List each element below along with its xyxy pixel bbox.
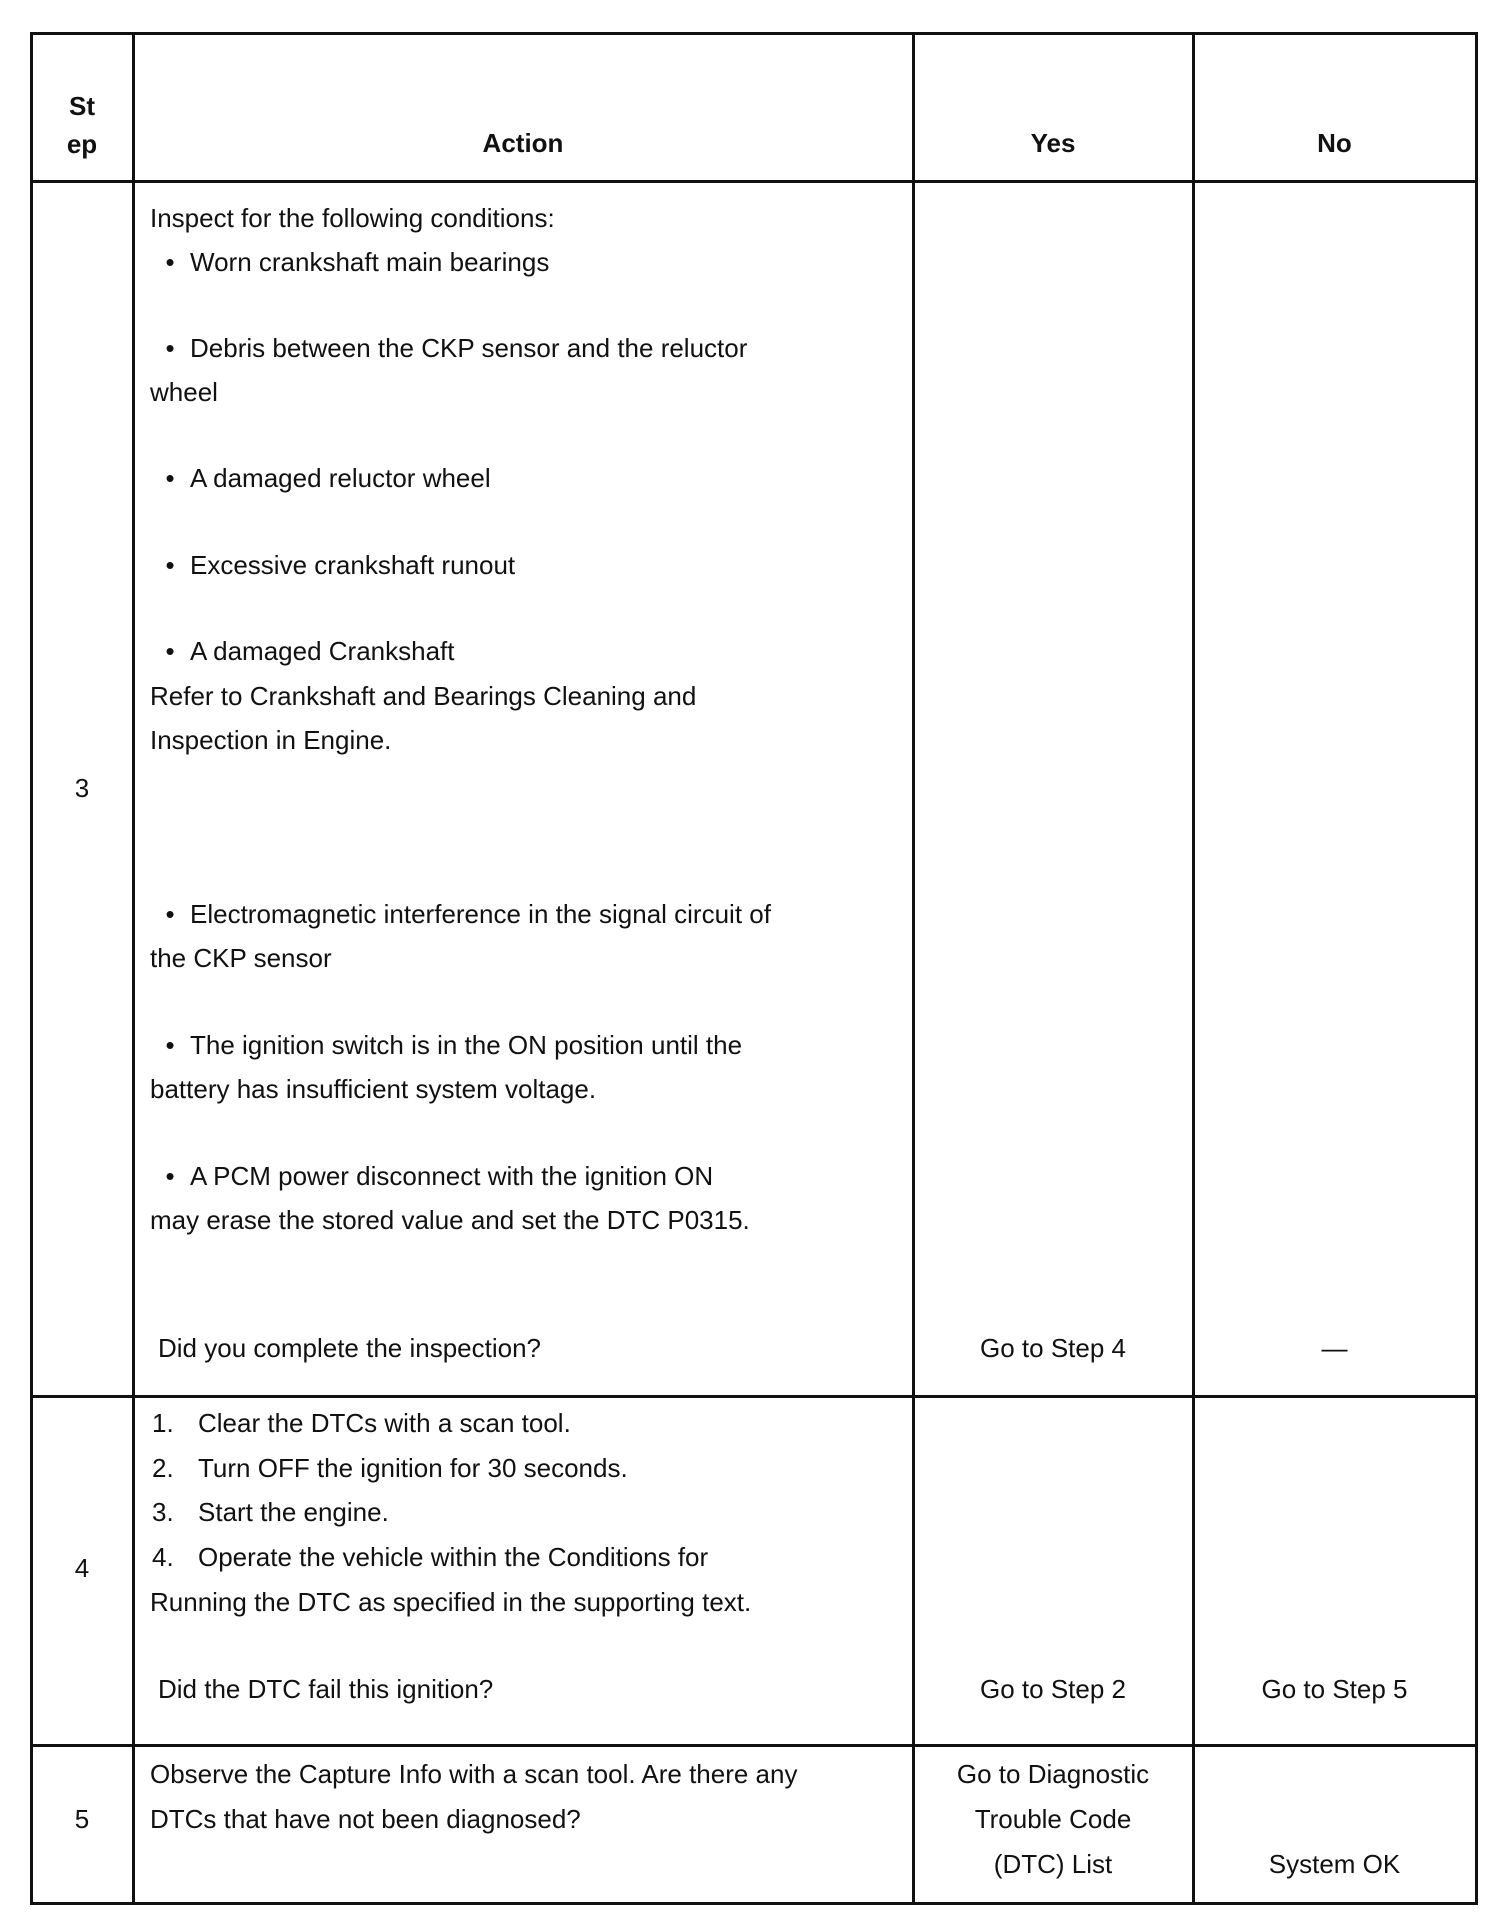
numbered-item: 4. Operate the vehicle within the Conditions for <box>152 1542 709 1572</box>
list-item: • A PCM power disconnect with the ignition ON <box>165 1161 714 1191</box>
row-divider <box>30 1395 1478 1398</box>
column-divider <box>132 32 135 1905</box>
action-intro: Inspect for the following conditions: <box>150 203 555 233</box>
action-text: Observe the Capture Info with a scan tool. Are there any <box>150 1759 798 1789</box>
list-item: • Debris between the CKP sensor and the reluctor <box>165 333 748 363</box>
list-item-continuation: wheel <box>150 377 218 407</box>
list-item: • Excessive crankshaft runout <box>165 550 516 580</box>
yes-answer: Trouble Code <box>974 1804 1132 1834</box>
list-item-continuation: may erase the stored value and set the DTC P0315. <box>150 1205 750 1235</box>
diagnostic-table <box>30 32 1478 1905</box>
action-text: DTCs that have not been diagnosed? <box>150 1804 581 1834</box>
column-divider <box>1475 32 1478 1905</box>
header-no: No <box>1317 128 1352 158</box>
column-divider <box>1192 32 1195 1905</box>
question: Did you complete the inspection? <box>158 1333 542 1363</box>
numbered-item: 2. Turn OFF the ignition for 30 seconds. <box>152 1453 628 1483</box>
list-item-continuation: the CKP sensor <box>150 943 332 973</box>
yes-answer: (DTC) List <box>993 1849 1113 1879</box>
list-item: • The ignition switch is in the ON position until the <box>165 1030 743 1060</box>
row-divider <box>30 1744 1478 1747</box>
list-item: • A damaged reluctor wheel <box>165 463 491 493</box>
yes-answer: Go to Step 2 <box>980 1674 1126 1704</box>
column-divider <box>30 32 33 1905</box>
no-answer: — <box>1321 1333 1348 1363</box>
step-number: 3 <box>74 773 90 803</box>
table-border-top <box>30 32 1478 35</box>
list-item-continuation: battery has insufficient system voltage. <box>150 1074 597 1104</box>
yes-answer: Go to Diagnostic <box>956 1759 1150 1789</box>
question: Did the DTC fail this ignition? <box>158 1674 494 1704</box>
step-number: 5 <box>74 1804 90 1834</box>
yes-answer: Go to Step 4 <box>980 1333 1126 1363</box>
list-item: • Electromagnetic interference in the signal circuit of <box>165 899 771 929</box>
numbered-item: 3. Start the engine. <box>152 1497 389 1527</box>
step-number: 4 <box>74 1553 90 1583</box>
list-item: • A damaged Crankshaft <box>165 636 455 666</box>
header-yes: Yes <box>1030 128 1076 158</box>
column-divider <box>912 32 915 1905</box>
no-answer: System OK <box>1268 1849 1401 1879</box>
header-action: Action <box>482 128 564 158</box>
numbered-item-continuation: Running the DTC as specified in the supporting text. <box>150 1587 752 1617</box>
reference-text: Inspection in Engine. <box>150 725 392 755</box>
reference-text: Refer to Crankshaft and Bearings Cleaning and <box>150 681 697 711</box>
no-answer: Go to Step 5 <box>1261 1674 1408 1704</box>
numbered-item: 1. Clear the DTCs with a scan tool. <box>152 1408 571 1438</box>
list-item: • Worn crankshaft main bearings <box>165 247 550 277</box>
table-border-bottom <box>30 1902 1478 1905</box>
header-step: St ep <box>66 91 98 159</box>
header-divider <box>30 180 1478 183</box>
